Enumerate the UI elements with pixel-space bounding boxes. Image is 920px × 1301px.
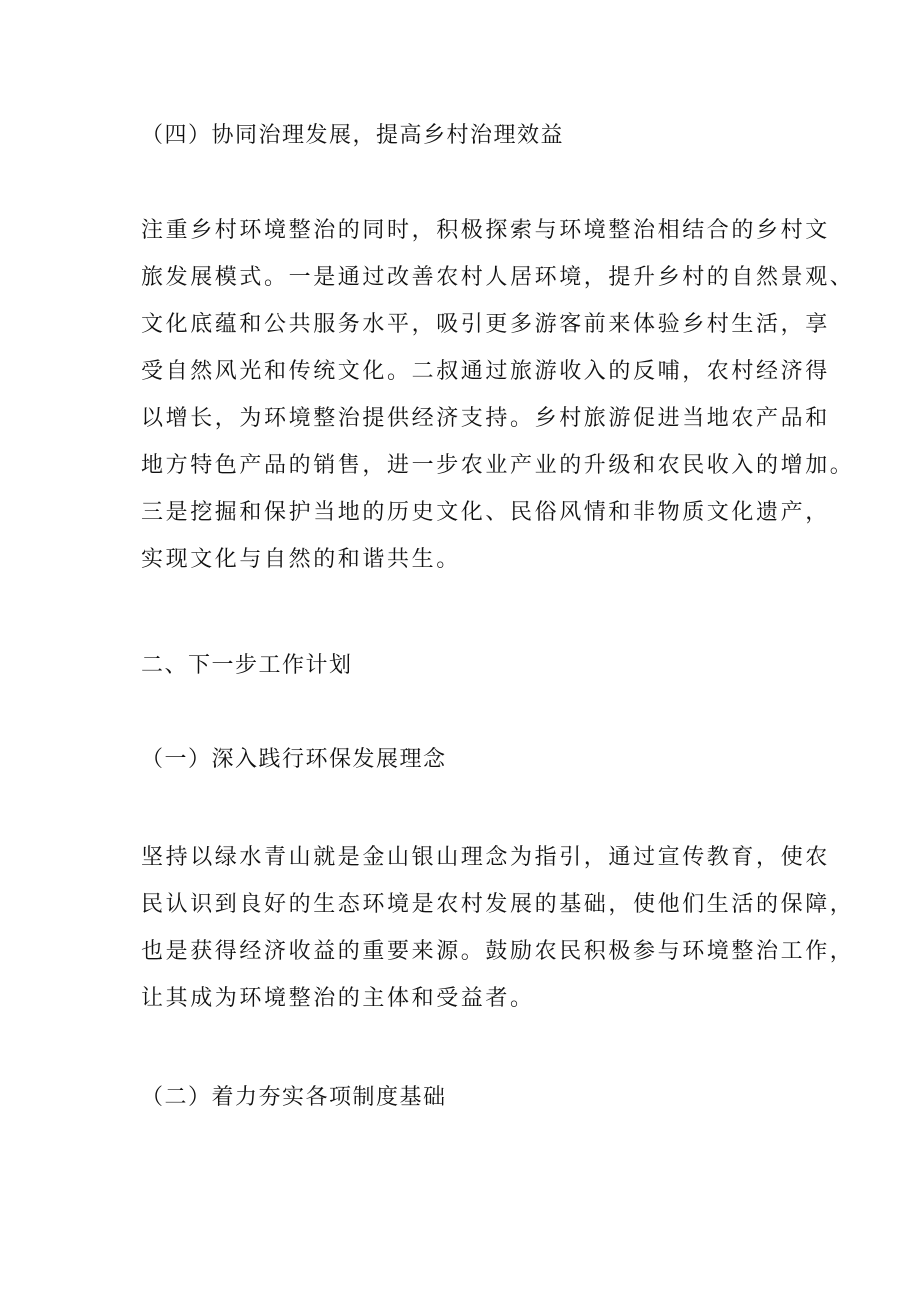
paragraph-green-mountains <box>141 834 855 1022</box>
section-title-next-steps: 二、下一步工作计划 <box>141 653 353 678</box>
paragraph-line: 受自然风光和传统文化。二叔通过旅游收入的反哺，农村经济得 <box>141 359 830 384</box>
paragraph-rural-tourism <box>141 207 855 583</box>
paragraph-line: 文化底蕴和公共服务水平，吸引更多游客前来体验乡村生活，享 <box>141 312 830 337</box>
paragraph-line: 让其成为环境整治的主体和受益者。 <box>141 986 535 1011</box>
paragraph-line: 坚持以绿水青山就是金山银山理念为指引，通过宣传教育，使农 <box>141 845 830 870</box>
paragraph-line: 以增长，为环境整治提供经济支持。乡村旅游促进当地农产品和 <box>141 406 830 431</box>
paragraph-line: 注重乡村环境整治的同时，积极探索与环境整治相结合的乡村文 <box>141 218 830 243</box>
paragraph-line: 地方特色产品的销售，进一步农业产业的升级和农民收入的增加。 <box>141 453 855 478</box>
paragraph-line: 三是挖掘和保护当地的历史文化、民俗风情和非物质文化遗产， <box>141 500 830 525</box>
paragraph-line: 实现文化与自然的和谐共生。 <box>141 547 461 572</box>
subheading-coordinated-governance: （四）协同治理发展，提高乡村治理效益 <box>141 123 565 148</box>
paragraph-line: 民认识到良好的生态环境是农村发展的基础，使他们生活的保障， <box>141 892 855 917</box>
paragraph-line: 旅发展模式。一是通过改善农村人居环境，提升乡村的自然景观、 <box>141 265 855 290</box>
paragraph-line: 也是获得经济收益的重要来源。鼓励农民积极参与环境整治工作， <box>141 939 855 964</box>
subheading-institutional-foundation: （二）着力夯实各项制度基础 <box>141 1085 447 1110</box>
subheading-eco-philosophy: （一）深入践行环保发展理念 <box>141 747 447 772</box>
